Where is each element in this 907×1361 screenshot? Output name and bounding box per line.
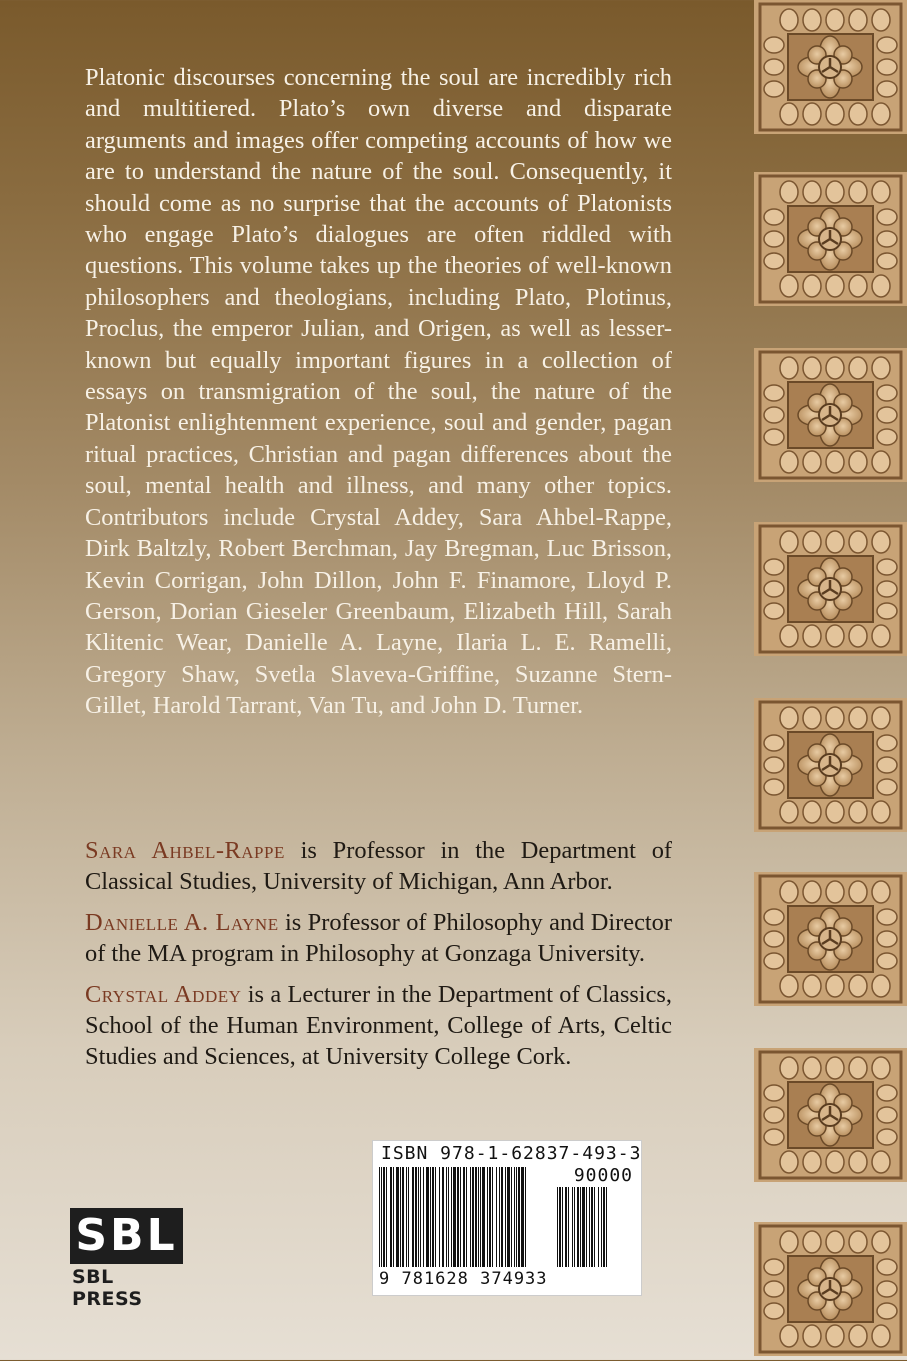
rosette-tile-icon (754, 522, 907, 656)
barcode-addon-bars (557, 1187, 635, 1267)
price-code: 90000 (573, 1165, 633, 1186)
author-bio-text: is Professor in the Department of Classical Studies, University of Michigan, Ann Arbor. (85, 837, 673, 896)
author-name: Sara Ahbel-Rappe (85, 837, 285, 864)
rosette-tile-icon (754, 1048, 907, 1182)
author-bio-text: is a Lecturer in the Department of Classics, School of the Human Environment, College of Arts, Celtic Studies and Sciences, at University College Cork. (85, 980, 672, 1071)
rosette-tile-icon (754, 0, 907, 134)
isbn-label: ISBN 978-1-62837-493-3 (381, 1143, 642, 1164)
bio-ahbel-rappe (85, 835, 672, 898)
author-name: Danielle A. Layne (85, 908, 279, 936)
sbl-press-logo (70, 1208, 188, 1310)
logo-press-label: SBL PRESS (72, 1266, 143, 1310)
bio-layne (85, 907, 672, 970)
rosette-tile-icon (754, 172, 907, 306)
rosette-tile-icon (754, 348, 907, 482)
bio-addey (85, 979, 672, 1073)
book-description: Platonic discourses concerning the soul are incredibly rich and multitiered. Plato’s own diverse and disparate arguments and images offer competing accounts of how we are to understand the nature of the soul. Consequently, it should come as no surprise that the accounts of Platonists who engage Plato’s dialogues are often riddled with questions. This volume takes up the theories of well-known philosophers and theologians, including Plato, Plotinus, Proclus, the emperor Julian, and Origen, as well as lesser-known but equally important figures in a collection of essays on transmigration of the soul, the nature of the Platonist enlightenment experience, soul and gender, pagan ritual practices, Christian and pagan differences about the soul, mental health and illness, and many other topics. Contributors include Crystal Addey, Sara Ahbel-Rappe, Dirk Baltzly, Robert Berchman, Jay Bregman, Luc Brisson, Kevin Corrigan, John Dillon, John F. Finamore, Lloyd P. Gerson, Dorian Gieseler Greenbaum, Elizabeth Hill, Sarah Klitenic Wear, Danielle A. Layne, Ilaria L. E. Ramelli, Gregory Shaw, Svetla Slaveva-Griffine, Suzanne Stern-Gillet, Harold Tarrant, Van Tu, and John D. Turner. (85, 64, 672, 720)
author-bios (85, 835, 672, 1082)
rosette-tile-icon (754, 698, 907, 832)
rosette-tile-icon (754, 1222, 907, 1356)
author-name: Crystal Addey (85, 980, 242, 1008)
decorative-rosette-strip (754, 0, 907, 1360)
rosette-tile-icon (754, 872, 907, 1006)
author-bio-text: is Professor of Philosophy and Director of the MA program in Philosophy at Gonzaga University. (85, 908, 672, 968)
isbn-barcode (372, 1140, 642, 1296)
barcode-bars (379, 1167, 551, 1267)
logo-letters: SBL (75, 1210, 178, 1261)
barcode-digits: 9 781628 374933 (379, 1269, 548, 1289)
